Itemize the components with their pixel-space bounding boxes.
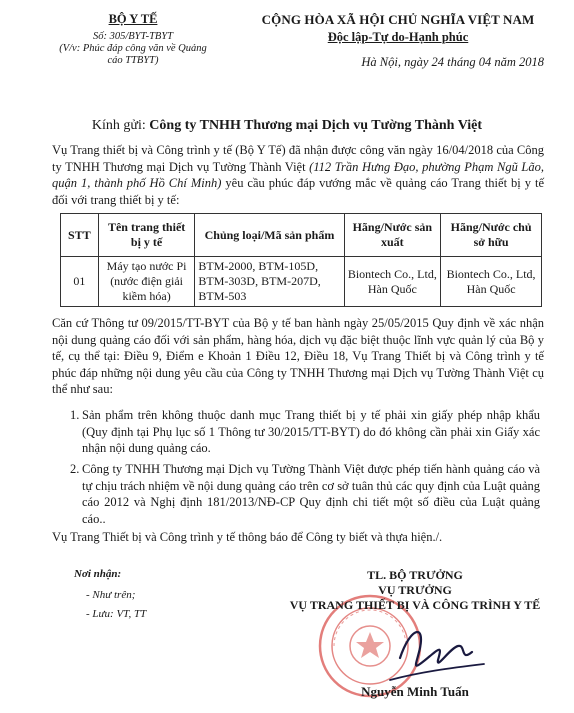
cell-model: BTM-2000, BTM-105D, BTM-303D, BTM-207D, BTM-503 (195, 257, 344, 307)
issuer-header (48, 12, 218, 67)
recipient-item: - Lưu: VT, TT (86, 608, 147, 620)
national-header (248, 12, 548, 45)
document-number: Số: 305/BYT-TBYT (92, 31, 174, 42)
recipient-prefix: Kính gửi: (91, 118, 150, 133)
header-model: Chủng loại/Mã sản phẩm (195, 214, 344, 257)
header-manufacturer: Hãng/Nước sản xuất (344, 214, 441, 257)
signer-name: Nguyễn Minh Tuấn (361, 684, 469, 699)
handwritten-signature-icon (380, 618, 490, 693)
intro-text-2: yêu cầu phúc đáp vướng mắc về quảng cáo Trang thiết bị y tế đối với trang thiết bị y tế: (52, 176, 544, 207)
intro-paragraph (52, 142, 544, 208)
list-item (60, 407, 540, 457)
signature-line-3: VỤ TRANG THIẾT BỊ VÀ CÔNG TRÌNH Y TẾ (289, 598, 541, 612)
cell-device-name: Máy tạo nước Pi (nước điện giải kiềm hóa) (98, 257, 195, 307)
recipient-line (0, 118, 574, 134)
product-table (60, 213, 542, 307)
item-text: Công ty TNHH Thương mại Dịch vụ Tường Thành Việt được phép tiến hành quảng cáo và tự chịu trách nhiệm về nội dung quảng cáo trên cơ sở tuân thủ các quy định của Luật quảng cáo 2012 và Nghị định 181/2013/NĐ-CP Quy định chi tiết một số điều của Luật quảng cáo.. (82, 462, 540, 526)
recipient-name: Công ty TNHH Thương mại Dịch vụ Tường Thành Việt (149, 118, 483, 133)
signature-block (280, 568, 550, 613)
table-header-row (61, 214, 542, 257)
header-device-name: Tên trang thiết bị y tế (98, 214, 195, 257)
nation-title: CỘNG HÒA XÃ HỘI CHỦ NGHĨA VIỆT NAM (261, 12, 535, 27)
item-number: 1. (70, 408, 80, 422)
intro-address: (112 Trần Hưng Đạo, phường Phạm Ngũ Lão, quận 1, thành phố Hồ Chí Minh) (52, 159, 544, 190)
header-stt: STT (61, 214, 99, 257)
national-motto: Độc lập-Tự do-Hạnh phúc (327, 30, 469, 44)
intro-text-1: Vụ Trang thiết bị và Công trình y tế (Bộ Y Tế) đã nhận được công văn ngày 16/04/2018 của Công ty TNHH Thương mại Dịch vụ Tường Thành Việt (52, 143, 544, 174)
signature-line-1: TL. BỘ TRƯỞNG (367, 568, 463, 582)
signature-line-2: VỤ TRƯỞNG (378, 583, 452, 597)
item-text: Sản phẩm trên không thuộc danh mục Trang thiết bị y tế phải xin giấy phép nhập khẩu (Quy định tại Phụ lục số 1 Thông tư 30/2015/TT-BYT) do đó không cần phải xin Giấy xác nhận nội dung quảng cáo. (82, 408, 540, 455)
date-line: Hà Nội, ngày 24 tháng 04 năm 2018 (361, 55, 544, 69)
recipient-item: - Như trên; (86, 589, 136, 601)
item-number: 2. (70, 462, 80, 476)
subject-line-1: (V/v: Phúc đáp công văn về Quảng (59, 43, 207, 54)
closing-line: Vụ Trang Thiết bị và Công trình y tế thông báo để Công ty biết và thựa hiện./. (52, 530, 443, 544)
cell-manufacturer: Biontech Co., Ltd, Hàn Quốc (344, 257, 441, 307)
recipients-title: Nơi nhận: (74, 568, 122, 580)
cell-owner: Biontech Co., Ltd, Hàn Quốc (441, 257, 542, 307)
subject-line-2: cáo TTBYT) (107, 55, 159, 66)
issuer-name: BỘ Y TẾ (108, 12, 158, 26)
list-item (60, 461, 540, 527)
header-owner: Hãng/Nước chủ sở hữu (441, 214, 542, 257)
recipients-block (74, 568, 244, 624)
legal-basis-paragraph: Căn cứ Thông tư 09/2015/TT-BYT của Bộ y tế ban hành ngày 25/05/2015 Quy định về xác nhận nội dung quảng cáo đối với sản phẩm, hàng hóa, dịch vụ đặc biệt thuộc lĩnh vực quản lý của Bộ y tế, cụ thể tại: Điều 9, Điểm e Khoản 1 Điều 12, Điều 18, Vụ Trang Thiết bị và Công trình y tế phúc đáp những nội dung yêu cầu của Công ty TNHH Thương mại Dịch vụ Tường Thành Việt cụ thể như sau: (52, 316, 544, 396)
cell-stt: 01 (61, 257, 99, 307)
table-row (61, 257, 542, 307)
